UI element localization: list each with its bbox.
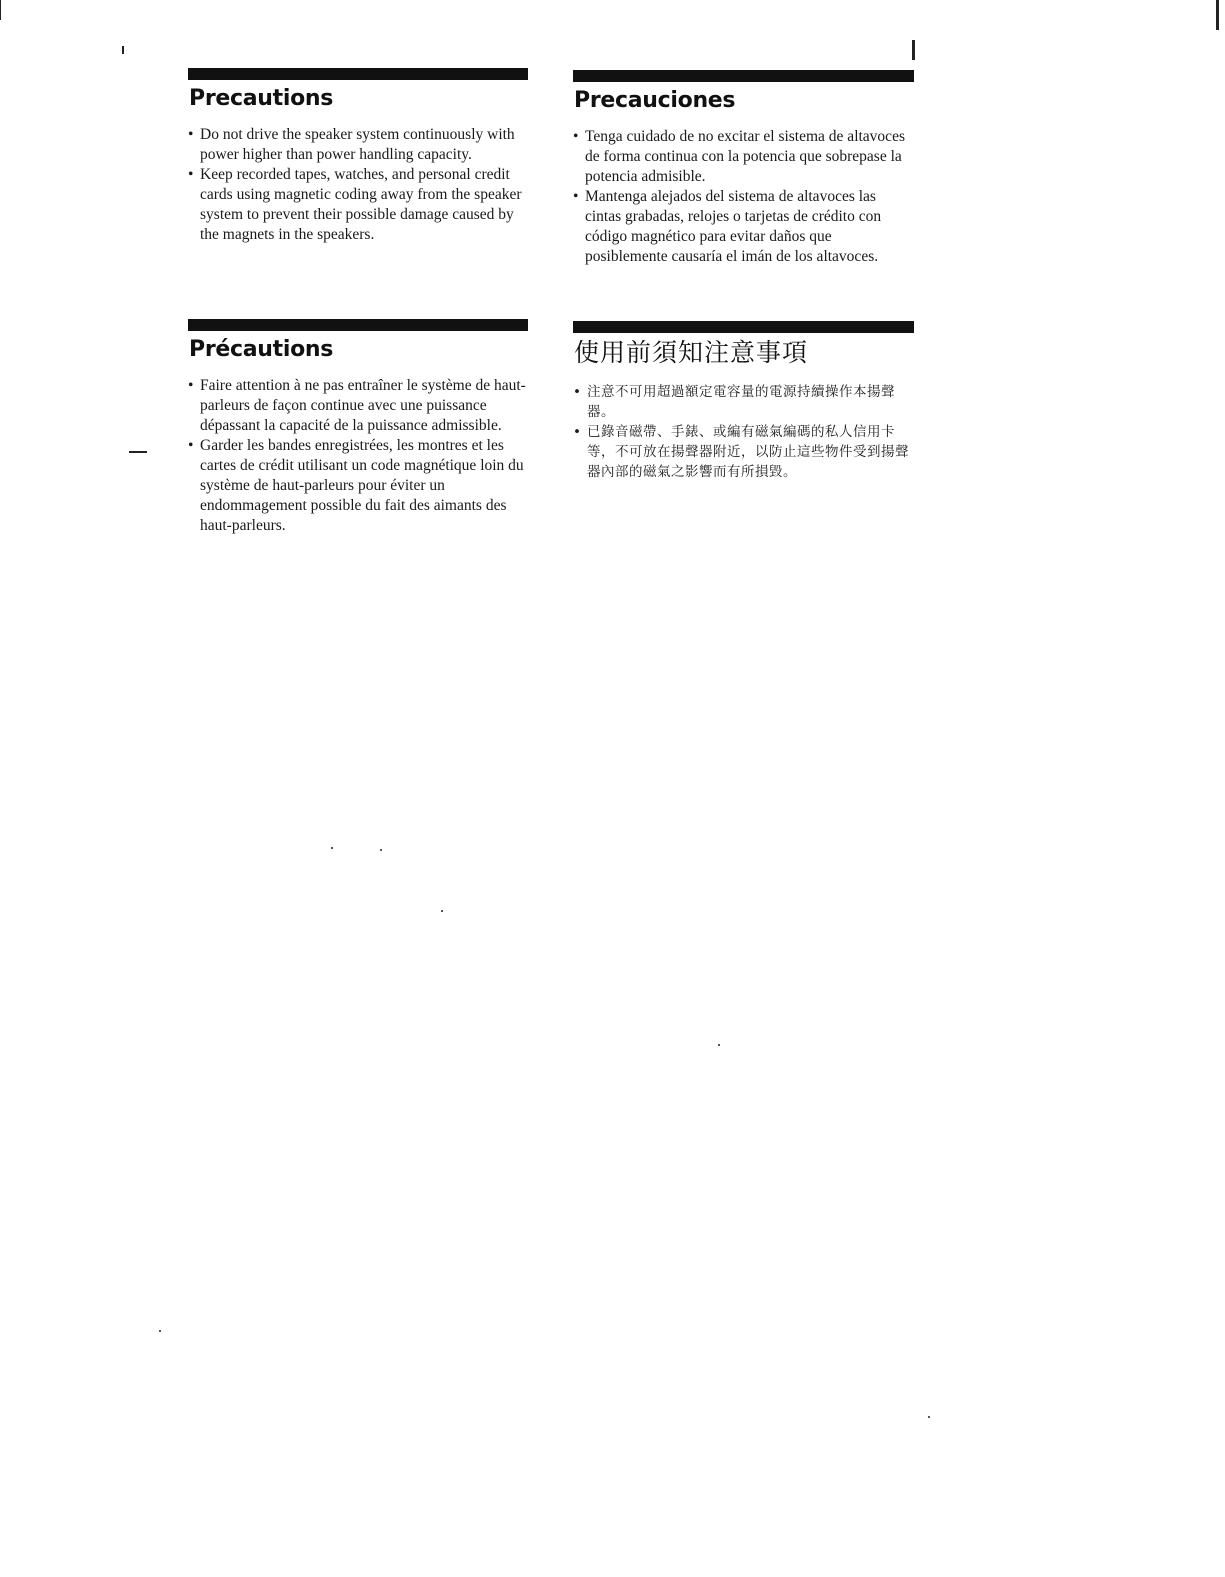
- precautions-list-spanish: [573, 127, 914, 267]
- list-item: • Keep recorded tapes, watches, and personal credit cards using magnetic coding away from the speaker system to prevent their possible damage caused by the magnets in the speakers.: [188, 166, 522, 244]
- bullet-icon: •: [573, 423, 582, 440]
- section-french: [188, 319, 528, 536]
- list-item: • Faire attention à ne pas entraîner le système de haut-parleurs de façon continue avec une puissance dépassant la capacité de la puissance admissible.: [188, 377, 526, 435]
- list-item: • 已錄音磁帶、手錶、或編有磁氣編碼的私人信用卡等，不可放在揚聲器附近，以防止這些物件受到揚聲器內部的磁氣之影響而有所損毀。: [573, 423, 909, 480]
- list-item: • 注意不可用超過額定電容量的電源持續操作本揚聲器。: [573, 383, 895, 420]
- bullet-icon: •: [573, 128, 579, 146]
- scan-speck: [159, 1330, 161, 1332]
- section-title-spanish: Precauciones: [574, 88, 736, 113]
- list-item: • Tenga cuidado de no excitar el sistema de altavoces de forma continua con la potencia que sobrepase la potencia admisible.: [573, 128, 905, 186]
- precautions-list-english: [188, 125, 528, 245]
- scan-mark: [122, 46, 124, 54]
- page-edge-mark: [1216, 0, 1219, 30]
- bullet-icon: •: [188, 437, 194, 455]
- section-english: [188, 68, 528, 245]
- scan-speck: [331, 847, 333, 849]
- section-divider-bar: [573, 321, 914, 333]
- scan-speck: [380, 849, 382, 851]
- precautions-list-french: [188, 376, 528, 536]
- scan-speck: [718, 1044, 720, 1046]
- bullet-icon: •: [573, 188, 579, 206]
- list-item: • Mantenga alejados del sistema de altavoces las cintas grabadas, relojes o tarjetas de crédito con código magnético para evitar daños que posiblemente causaría el imán de los altavoces.: [573, 188, 882, 266]
- precautions-list-chinese: [573, 382, 914, 482]
- section-title-chinese: 使用前須知注意事項: [574, 338, 809, 367]
- scan-mark: [129, 451, 147, 453]
- section-divider-bar: [573, 70, 914, 82]
- section-spanish: [573, 70, 914, 267]
- section-title-french: Précautions: [189, 337, 334, 362]
- bullet-icon: •: [188, 377, 194, 395]
- scan-speck: [928, 1416, 930, 1418]
- bullet-icon: •: [188, 166, 194, 184]
- scan-speck: [441, 910, 443, 912]
- section-divider-bar: [188, 68, 528, 80]
- bullet-icon: •: [573, 383, 582, 400]
- section-divider-bar: [188, 319, 528, 331]
- page-edge-mark: [0, 0, 1, 20]
- section-chinese: [573, 321, 914, 482]
- section-title-english: Precautions: [189, 86, 334, 111]
- list-item: • Do not drive the speaker system continuously with power higher than power handling capacity.: [188, 126, 515, 164]
- bullet-icon: •: [188, 126, 194, 144]
- page-edge-mark: [912, 40, 915, 60]
- list-item: • Garder les bandes enregistrées, les montres et les cartes de crédit utilisant un code magnétique loin du système de haut-parleurs pour éviter un endommagement possible du fait des aimants des haut-parleurs.: [188, 437, 524, 535]
